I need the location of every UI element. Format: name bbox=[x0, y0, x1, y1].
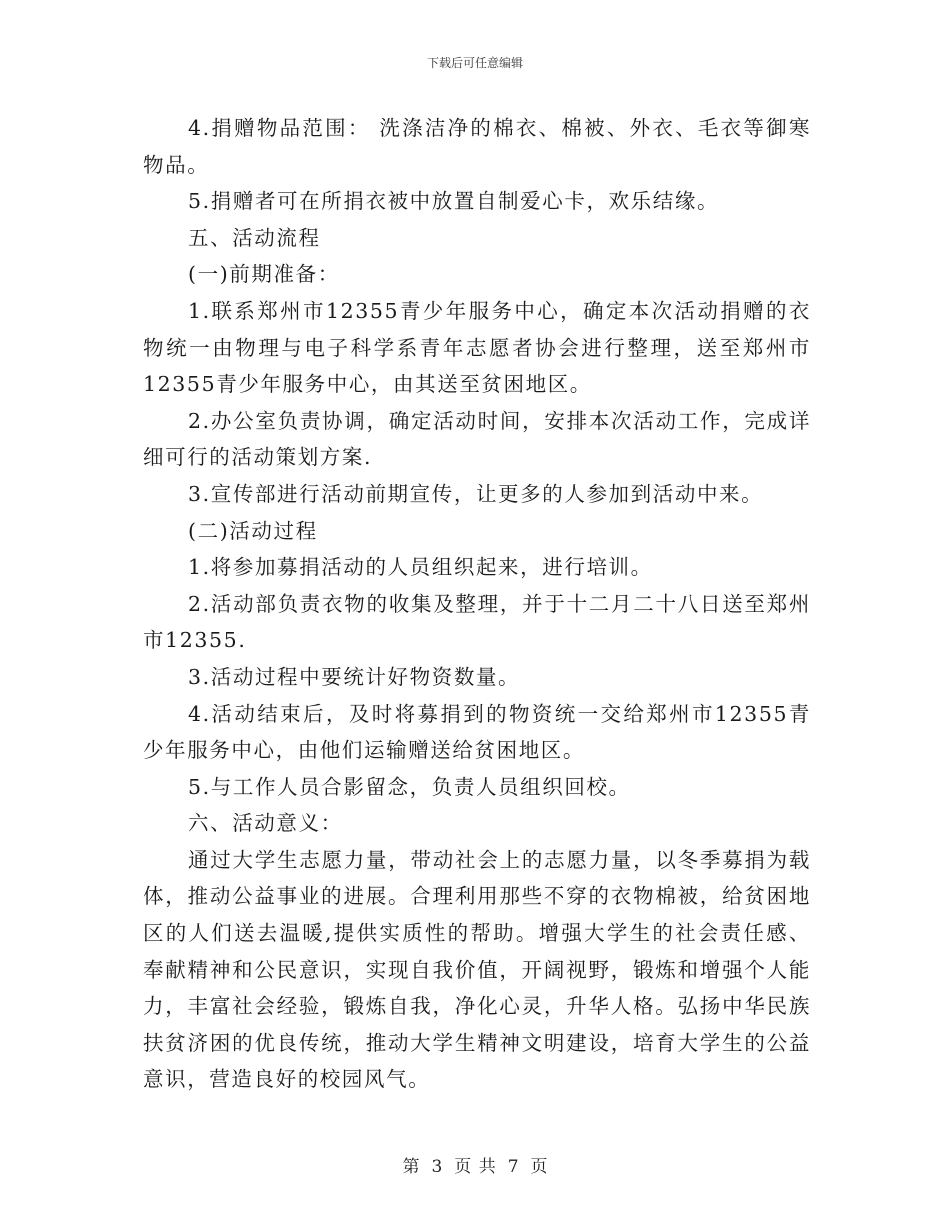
section-heading: 六、活动意义： bbox=[188, 811, 343, 836]
paragraph: 3.宣传部进行活动前期宣传，让更多的人参加到活动中来。 bbox=[188, 481, 764, 506]
page-header: 下载后可任意编辑 bbox=[426, 56, 523, 70]
section-heading: 五、活动流程 bbox=[188, 225, 321, 250]
paragraph: 2.活动部负责衣物的收集及整理，并于十二月二十八日送至郑州市12355. bbox=[143, 591, 811, 653]
page-total: 7 bbox=[507, 1157, 519, 1177]
paragraph: 2.办公室负责协调，确定活动时间，安排本次活动工作，完成详细可行的活动策划方案. bbox=[143, 408, 811, 470]
paragraph: 通过大学生志愿力量，带动社会上的志愿力量，以冬季募捐为载体，推动公益事业的进展。合理利用那些不穿的衣物棉被，给贫困地区的人们送去温暖,提供实质性的帮助。增强大学生的社会责任感、奉献精神和公民意识，实现自我价值，开阔视野，锻炼和增强个人能力，丰富社会经验，锻炼自我，净化心灵，升华人格。弘扬中华民族扶贫济困的优良传统，推动大学生精神文明建设，培育大学生的公益意识，营造良好的校园风气。 bbox=[143, 847, 811, 1092]
paragraph: 5.与工作人员合影留念，负责人员组织回校。 bbox=[188, 774, 631, 799]
subsection-heading: (二)活动过程 bbox=[188, 518, 318, 543]
paragraph: 5.捐赠者可在所捐衣被中放置自制爱心卡，欢乐结缘。 bbox=[188, 189, 720, 214]
paragraph: 4.捐赠物品范围： 洗涤洁净的棉衣、棉被、外衣、毛衣等御寒物品。 bbox=[143, 116, 811, 177]
paragraph: 3.活动过程中要统计好物资数量。 bbox=[188, 664, 521, 689]
document-body bbox=[143, 110, 811, 1098]
footer-suffix: 页 bbox=[530, 1157, 548, 1177]
paragraph: 4.活动结束后，及时将募捐到的物资统一交给郑州市12355青少年服务中心，由他们运输赠送给贫困地区。 bbox=[143, 701, 811, 763]
subsection-heading: (一)前期准备： bbox=[188, 262, 340, 287]
paragraph: 1.将参加募捐活动的人员组织起来，进行培训。 bbox=[188, 555, 653, 580]
footer-middle: 页 共 bbox=[454, 1157, 496, 1177]
page-footer bbox=[0, 1152, 950, 1177]
footer-prefix: 第 bbox=[402, 1157, 420, 1177]
page-number: 3 bbox=[431, 1157, 443, 1177]
paragraph: 1.联系郑州市12355青少年服务中心，确定本次活动捐赠的衣物统一由物理与电子科学系青年志愿者协会进行整理，送至郑州市12355青少年服务中心，由其送至贫困地区。 bbox=[143, 298, 811, 397]
